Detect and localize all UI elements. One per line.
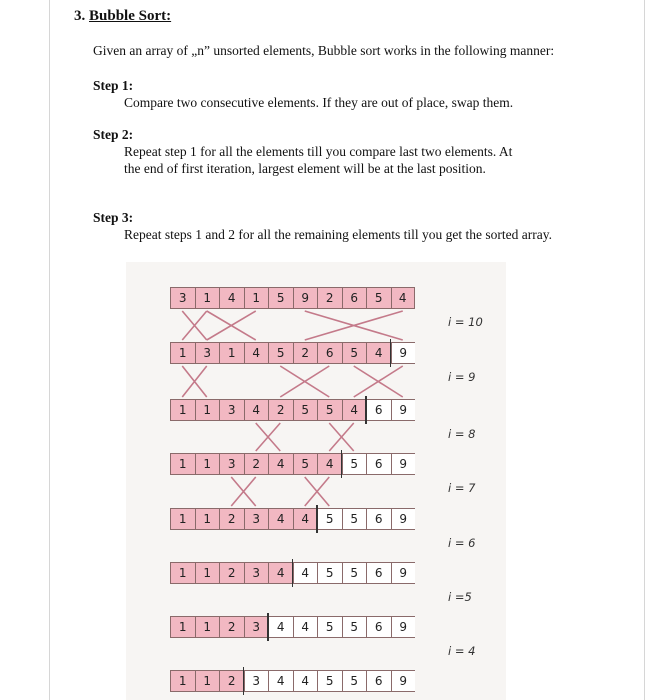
array-cell: 1 [195,453,220,475]
array-cell: 2 [268,399,293,421]
array-cell: 9 [391,508,416,530]
array-cell: 2 [293,342,318,364]
array-cell: 9 [391,342,416,364]
sorted-divider [390,339,392,367]
array-row-8 [170,670,415,692]
array-cell: 2 [317,287,342,309]
iteration-label: i = 8 [448,427,476,441]
array-cell: 5 [342,616,367,638]
array-cell: 1 [219,342,244,364]
array-row-7 [170,616,415,638]
array-cell: 9 [391,399,416,421]
iteration-label: i = 4 [448,644,476,658]
array-cell: 1 [170,616,195,638]
sorted-divider [267,613,269,641]
array-cell: 3 [170,287,195,309]
array-cell: 5 [342,453,367,475]
array-cell: 3 [244,562,269,584]
array-cell: 6 [317,342,342,364]
sorted-divider [365,396,367,424]
array-cell: 1 [195,616,220,638]
iteration-label: i =5 [448,590,472,604]
step-2-label: Step 2: [93,127,134,142]
array-cell: 1 [170,342,195,364]
step-2-text: Repeat step 1 for all the elements till you compare last two elements. At the end of first iteration, largest element will be at the last position. [124,144,513,176]
array-cell: 4 [268,670,293,692]
array-cell: 3 [244,616,269,638]
array-row-4 [170,453,415,475]
iteration-label: i = 7 [448,481,476,495]
array-cell: 4 [342,399,367,421]
array-cell: 4 [293,616,318,638]
array-cell: 1 [244,287,269,309]
array-cell: 6 [366,399,391,421]
array-cell: 2 [219,562,244,584]
array-cell: 5 [268,342,293,364]
array-cell: 9 [293,287,318,309]
step-3-label: Step 3: [93,210,134,225]
array-cell: 5 [268,287,293,309]
array-cell: 5 [317,670,342,692]
array-cell: 4 [244,399,269,421]
array-cell: 2 [219,616,244,638]
array-cell: 5 [342,670,367,692]
iteration-label: i = 10 [448,315,483,329]
array-cell: 3 [244,670,269,692]
array-cell: 1 [170,670,195,692]
array-cell: 9 [391,670,416,692]
iteration-label: i = 6 [448,536,476,550]
sorted-divider [243,667,245,695]
step-1-text: Compare two consecutive elements. If they are out of place, swap them. [124,95,514,110]
array-cell: 5 [342,508,367,530]
array-cell: 9 [391,562,416,584]
array-cell: 2 [219,670,244,692]
array-cell: 1 [195,508,220,530]
array-cell: 6 [366,562,391,584]
array-cell: 5 [342,342,367,364]
array-cell: 1 [195,287,220,309]
sorted-divider [316,505,318,533]
array-cell: 4 [293,670,318,692]
array-cell: 1 [170,508,195,530]
array-row-3 [170,399,415,421]
array-cell: 3 [219,453,244,475]
array-row-5 [170,508,415,530]
array-row-1 [170,287,415,309]
array-cell: 6 [366,508,391,530]
array-cell: 1 [170,562,195,584]
array-cell: 2 [244,453,269,475]
section-heading [74,8,171,25]
sorted-divider [292,559,294,587]
array-cell: 4 [391,287,416,309]
array-cell: 6 [366,453,391,475]
array-cell: 4 [219,287,244,309]
array-cell: 5 [317,616,342,638]
array-row-2 [170,342,415,364]
array-cell: 4 [366,342,391,364]
array-cell: 9 [391,616,416,638]
array-cell: 6 [366,670,391,692]
array-cell: 5 [293,453,318,475]
array-cell: 9 [391,453,416,475]
array-cell: 1 [170,399,195,421]
array-cell: 1 [170,453,195,475]
step-1-label: Step 1: [93,78,134,93]
bubble-sort-figure [126,262,506,700]
array-cell: 3 [195,342,220,364]
array-cell: 4 [317,453,342,475]
array-cell: 5 [293,399,318,421]
array-cell: 5 [342,562,367,584]
array-cell: 1 [195,399,220,421]
sorted-divider [341,450,343,478]
array-cell: 4 [268,453,293,475]
array-cell: 5 [317,399,342,421]
array-cell: 3 [219,399,244,421]
section-title: Bubble Sort: [89,8,172,24]
array-cell: 5 [366,287,391,309]
array-cell: 4 [268,616,293,638]
array-cell: 4 [293,562,318,584]
array-cell: 5 [317,508,342,530]
array-cell: 5 [317,562,342,584]
array-cell: 4 [293,508,318,530]
array-cell: 6 [342,287,367,309]
array-cell: 3 [244,508,269,530]
array-cell: 1 [195,562,220,584]
section-number: 3. [74,8,86,24]
array-cell: 1 [195,670,220,692]
intro-text: Given an array of „n” unsorted elements, Bubble sort works in the following manner: [93,43,555,58]
array-row-6 [170,562,415,584]
array-cell: 4 [244,342,269,364]
step-3-text: Repeat steps 1 and 2 for all the remaining elements till you get the sorted array. [124,227,552,242]
array-cell: 4 [268,562,293,584]
array-cell: 2 [219,508,244,530]
iteration-label: i = 9 [448,370,476,384]
array-cell: 6 [366,616,391,638]
array-cell: 4 [268,508,293,530]
